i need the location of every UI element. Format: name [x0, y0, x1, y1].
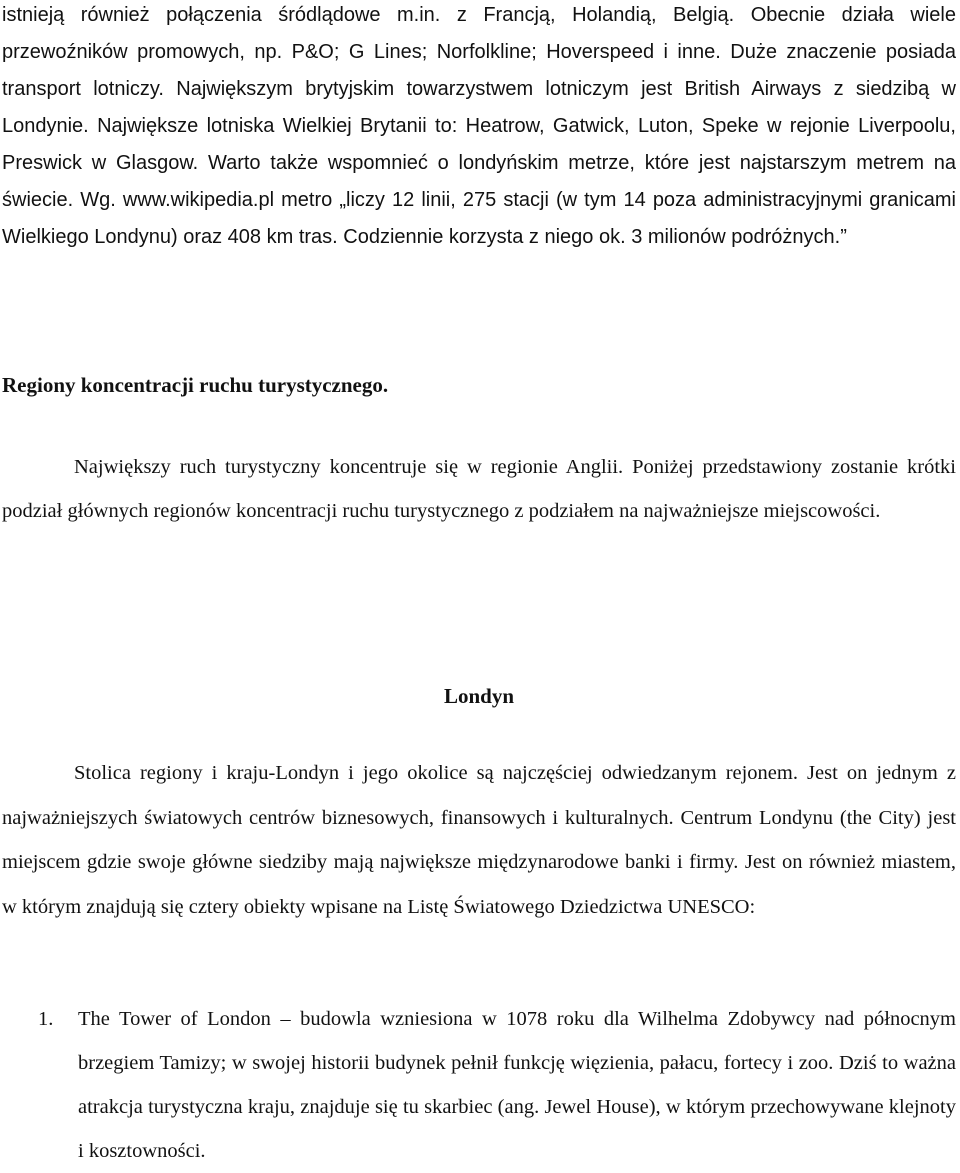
london-heading: Londyn: [443, 684, 515, 708]
list-item-number: 1.: [38, 1008, 54, 1030]
london-paragraph: Stolica regiony i kraju-Londyn i jego okolice są najczęściej odwiedzanym rejonem. Jest on jednym z najważniejszych światowych centrów biznesowych, finansowych i kulturalnych. Centrum Londynu (the City) jest miejscem gdzie swoje główne siedziby mają największe międzynarodowe banki i firmy. Jest on również miastem, w którym znajdują się cztery obiekty wpisane na Listę Światowego Dziedzictwa UNESCO:: [2, 762, 956, 918]
list-item-text: The Tower of London – budowla wzniesiona w 1078 roku dla Wilhelma Zdobywcy nad północnym brzegiem Tamizy; w swojej historii budynek pełnił funkcję więzienia, pałacu, fortecy i zoo. Dziś to ważna atrakcja turystyczna kraju, znajduje się tu skarbiec (ang. Jewel House), w którym przechowywane klejnoty i kosztowności.: [78, 1008, 956, 1162]
intro-paragraph: istnieją również połączenia śródlądowe m.in. z Francją, Holandią, Belgią. Obecnie działa wiele przewoźników promowych, np. P&O; G Lines; Norfolkline; Hoverspeed i inne. Duże znaczenie posiada transport lotniczy. Największym brytyjskim towarzystwem lotniczym jest British Airways z siedzibą w Londynie. Największe lotniska Wielkiej Brytanii to: Heatrow, Gatwick, Luton, Speke w rejonie Liverpoolu, Preswick w Glasgow. Warto także wspomnieć o londyńskim metrze, które jest najstarszym metrem na świecie. Wg. www.wikipedia.pl metro „liczy 12 linii, 275 stacji (w tym 14 poza administracyjnymi granicami Wielkiego Londynu) oraz 408 km tras. Codziennie korzysta z niego ok. 3 milionów podróżnych.”: [2, 4, 956, 248]
regions-heading: Regiony koncentracji ruchu turystycznego.: [2, 373, 389, 397]
regions-paragraph: Największy ruch turystyczny koncentruje się w regionie Anglii. Poniżej przedstawiony zostanie krótki podział głównych regionów koncentracji ruchu turystycznego z podziałem na najważniejsze miejscowości.: [2, 456, 956, 522]
